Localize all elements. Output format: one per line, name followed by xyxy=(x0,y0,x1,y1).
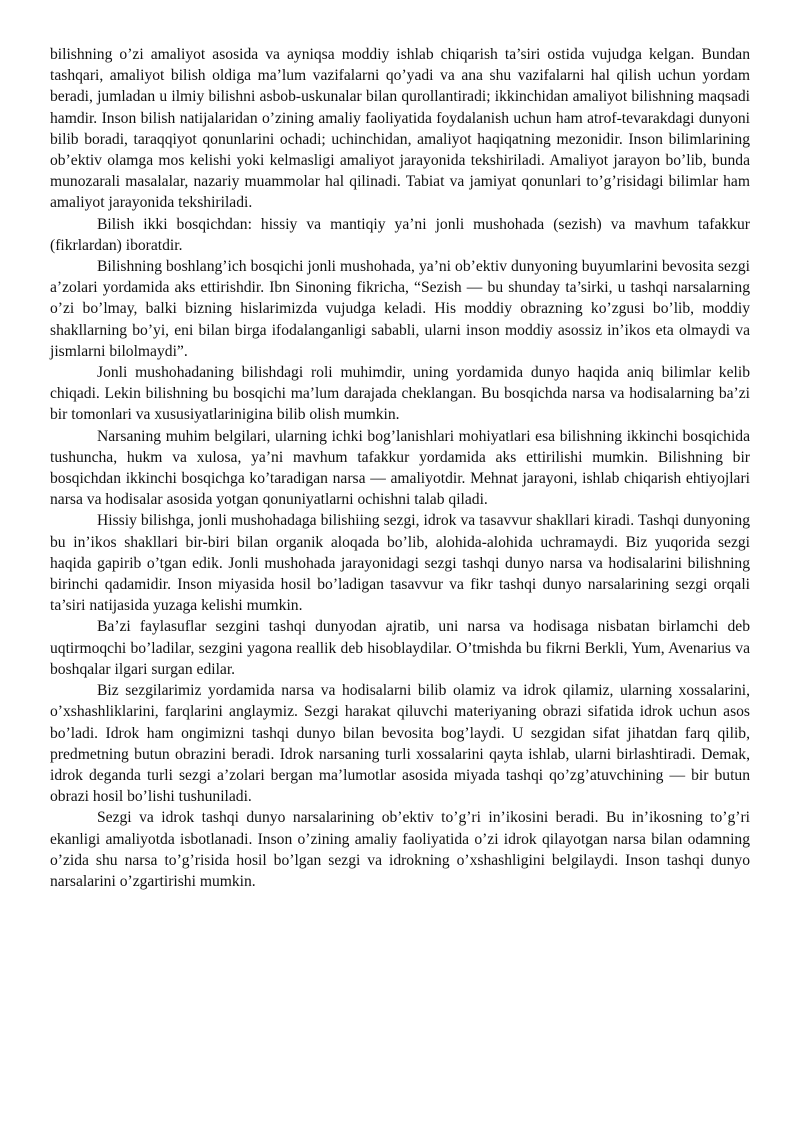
paragraph: Bilish ikki bosqichdan: hissiy va mantiqiy ya’ni jonli mushohada (sezish) va mavhum tafakkur (fikrlardan) iboratdir. xyxy=(50,215,750,254)
document-page xyxy=(50,44,750,892)
paragraph-continuation: bilishning o’zi amaliyot asosida va ayniqsa moddiy ishlab chiqarish ta’siri ostida vujudga kelgan. Bundan tashqari, amaliyot bilish oldiga ma’lum vazifalarni qo’yadi va ana shu vazifalarni hal qilish uchun yordam beradi, jumladan u ilmiy bilishni asbob-uskunalar bilan qurollantiradi; ikkinchidan amaliyot bilishning maqsadi hamdir. Inson bilish natijalaridan o’zining amaliy faoliyatida foydalanish uchun ham atrof-tevarakdagi dunyoni bilib boradi, taraqqiyot qonunlarini ochadi; uchinchidan, amaliyot haqiqatning mezonidir. Inson bilimlarining ob’ektiv olamga mos kelishi yoki kelmasligi amaliyot jarayonida tekshiriladi. Amaliyot jarayon bo’lib, bunda munozarali masalalar, nazariy muammolar hal qilinadi. Tabiat va jamiyat qonunlari to’g’risidagi bilimlar ham amaliyot jarayonida tekshiriladi. xyxy=(50,46,750,212)
paragraph: Jonli mushohadaning bilishdagi roli muhimdir, uning yordamida dunyo haqida aniq bilimlar kelib chiqadi. Lekin bilishning bu bosqichi ma’lum darajada cheklangan. Bu bosqichda narsa va hodisalarning ba’zi bir tomonlari va xususiyatlarinigina bilib olish mumkin. xyxy=(50,364,750,424)
paragraph: Ba’zi faylasuflar sezgini tashqi dunyodan ajratib, uni narsa va hodisaga nisbatan birlamchi deb uqtirmoqchi bo’ladilar, sezgini yagona reallik deb hisoblaydilar. O’tmishda bu fikrni Berkli, Yum, Avenarius va boshqalar ilgari surgan edilar. xyxy=(50,618,750,678)
paragraph: Narsaning muhim belgilari, ularning ichki bog’lanishlari mohiyatlari esa bilishning ikkinchi bosqichida tushuncha, hukm va xulosa, ya’ni mavhum tafakkur yordamida aks ettirilishi mumkin. Bilishning bir bosqichdan ikkinchi bosqichga ko’taradigan narsa — amaliyotdir. Mehnat jarayoni, ishlab chiqarish ehtiyojlari narsa va hodisalar asosida yotgan qonuniyatlarni ochishni talab qiladi. xyxy=(50,427,750,509)
paragraph: Hissiy bilishga, jonli mushohadaga bilishiing sezgi, idrok va tasavvur shakllari kiradi. Tashqi dunyoning bu in’ikos shakllari bir-biri bilan organik aloqada bo’lib, alohida-alohida uchramaydi. Biz yuqorida sezgi haqida gapirib o’tgan edik. Jonli mushohada jarayonidagi sezgi tashqi dunyo narsa va hodisalarini bilishning birinchi qadamidir. Inson miyasida hosil bo’ladigan tasavvur va fikr tashqi dunyo narsalarining sezgi orqali ta’siri natijasida yuzaga kelishi mumkin. xyxy=(50,512,750,615)
paragraph: Bilishning boshlang’ich bosqichi jonli mushohada, ya’ni ob’ektiv dunyoning buyumlarini bevosita sezgi a’zolari yordamida aks ettirishdir. Ibn Sinoning fikricha, “Sezish — bu shunday ta’sirki, u tashqi narsalarning o’zi bo’lmay, balki bizning hislarimizda vujudga keladi. His moddiy obrazning ko’zgusi bo’lib, moddiy shakllarning bo’yi, eni bilan birga ifodalanganligi sababli, ularni inson moddiy asossiz in’ikos eta olmaydi va jismlarni bilolmaydi”. xyxy=(50,258,750,360)
paragraph: Sezgi va idrok tashqi dunyo narsalarining ob’ektiv to’g’ri in’ikosini beradi. Bu in’ikosning to’g’ri ekanligi amaliyotda isbotlanadi. Inson o’zining amaliy faoliyatida o’zi idrok qilayotgan narsa bilan odamning o’zida shu narsa to’g’risida hosil bo’lgan sezgi va idrokning o’xshashligini belgilaydi. Inson tashqi dunyo narsalarini o’zgartirishi mumkin. xyxy=(50,809,750,890)
paragraph: Biz sezgilarimiz yordamida narsa va hodisalarni bilib olamiz va idrok qilamiz, ularning xossalarini, o’xshashliklarini, farqlarini anglaymiz. Sezgi harakat qiluvchi materiyaning obrazi sifatida idrok uchun asos bo’ladi. Idrok ham ongimizni tashqi dunyo bilan bevosita bog’laydi. U sezgidan sifat jihatdan farq qilib, predmetning butun obrazini beradi. Idrok narsaning turli xossalarini qayta ishlab, ularni birlashtiradi. Demak, idrok deganda turli sezgi a’zolari bergan ma’lumotlar asosida miyada tashqi qo’zg’atuvchining — bir butun obrazi hosil bo’lishi tushuniladi. xyxy=(50,682,750,806)
